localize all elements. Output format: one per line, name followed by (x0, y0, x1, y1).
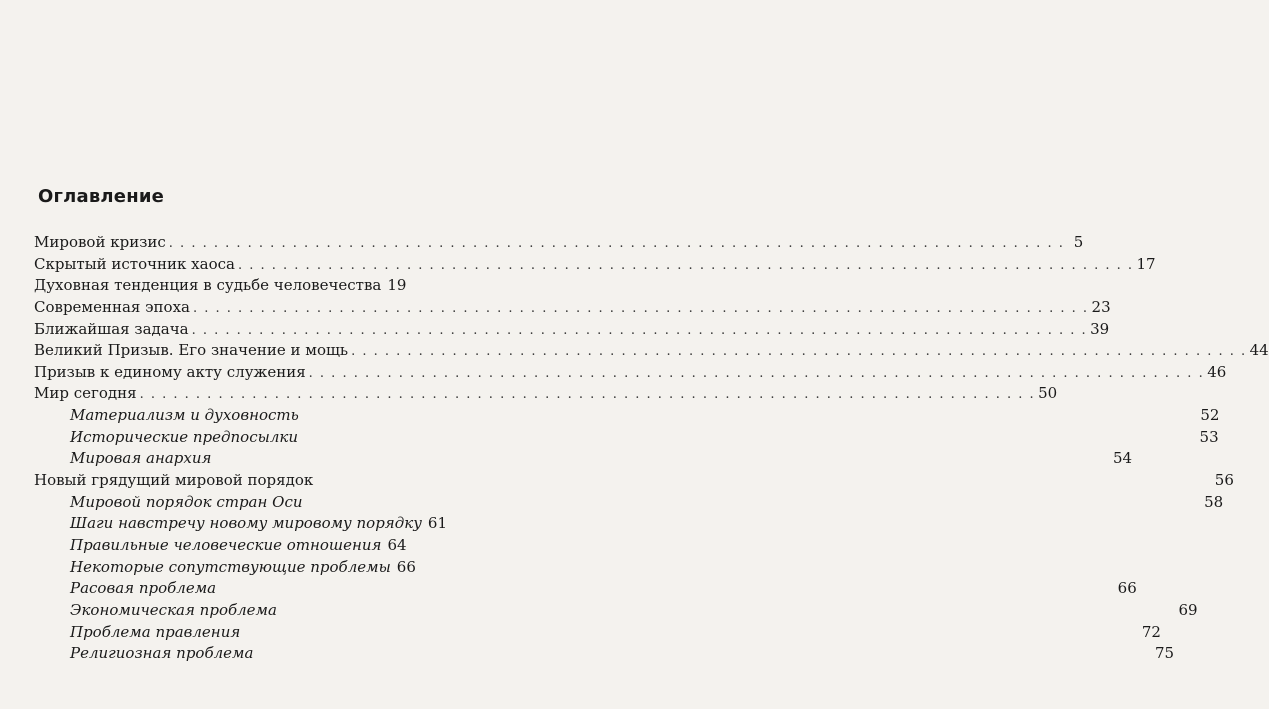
dot-leader: . . . . . . . . . . . . . . . . . . . . . . . . . . . . . . . . . . . . . . . . . . . . . . . . . . . . . . . . . . . . . . . . . . . . . . . . . . . . . . . . (351, 344, 1247, 360)
dot-leader: . . . . . . . . . . . . . . . . . . . . . . . . . . . . . . . . . . . . . . . . . . . . . . . . . . . . . . . . . . . . . . . . . . . . . . . . . . . . . . . . (168, 236, 1065, 251)
toc-entry-title: Правильные человеческие отношения (70, 535, 382, 554)
toc-entry-title: Мировой порядок стран Оси (70, 492, 303, 511)
toc-entry (34, 254, 1156, 276)
toc-entry-title: Проблема правления (70, 622, 241, 641)
toc-entry-title: Ближайшая задача (34, 319, 189, 338)
toc-page-number: 66 (396, 557, 416, 576)
toc-entry (34, 362, 1227, 384)
toc-entry-title: Мир сегодня (34, 384, 137, 403)
toc-page-number: 56 (1214, 471, 1234, 490)
toc-page-number: 54 (1113, 449, 1133, 468)
toc-subentry (34, 427, 1219, 449)
toc-entry (34, 470, 1234, 492)
toc-entry-title: Шаги навстречу новому мировому порядку (70, 514, 422, 533)
toc-entry-title: Великий Призыв. Его значение и мощь (34, 341, 349, 360)
toc-page-number: 61 (427, 514, 447, 533)
toc-subentry (34, 492, 1224, 514)
toc-page-number: 50 (1038, 384, 1058, 403)
dot-leader: . . . . . . . . . . . . . . . . . . . . . . . . . . . . . . . . . . . . . . . . . . . . . . . . . . . . . . . . . . . . . . . . . . . . . . . . . . . . . . . . (237, 257, 1134, 273)
toc-page-number: 75 (1154, 644, 1175, 663)
toc-subentry (34, 405, 1220, 427)
toc-subentry (34, 643, 1175, 665)
toc-entry-title: Современная эпоха (34, 297, 190, 316)
dot-leader: . . . . . . . . . . . . . . . . . . . . . . . . . . . . . . . . . . . . . . . . . . . . . . . . . . . . . . . . . . . . . . . . . . . . . . . . . . . . . . . . (308, 365, 1205, 381)
toc-entry-title: Религиозная проблема (70, 644, 254, 663)
toc-page-number: 23 (1091, 297, 1111, 316)
toc-page-number: 44 (1249, 341, 1269, 360)
toc-page-number: 69 (1178, 600, 1198, 619)
toc-page-number: 46 (1207, 362, 1227, 381)
toc-entry (34, 275, 406, 297)
dot-leader: . . . . . . . . . . . . . . . . . . . . . . . . . . . . . . . . . . . . . . . . . . . . . . . . . . . . . . . . . . . . . . . . . . . . . . . . . . . . . . . . (139, 387, 1036, 403)
toc-subentry (34, 600, 1198, 622)
toc-entry-title: Экономическая проблема (70, 600, 277, 619)
toc-page-number: 66 (1117, 579, 1137, 598)
toc-page-number: 72 (1141, 622, 1161, 641)
toc-entry-title: Материализм и духовность (70, 406, 299, 425)
toc-page-number: 64 (387, 535, 407, 554)
toc-entry-title: Новый грядущий мировой порядок (34, 471, 314, 490)
toc-entry (34, 340, 1269, 362)
toc-page-number: 39 (1090, 319, 1110, 338)
toc-entry-title: Духовная тенденция в судьбе человечества (34, 276, 382, 295)
toc-entry-title: Мировой кризис (34, 233, 166, 251)
toc-list (34, 232, 1269, 665)
toc-page-number: 53 (1199, 427, 1219, 446)
toc-subentry (34, 622, 1161, 644)
toc-page-number: 17 (1136, 254, 1156, 273)
toc-entry (34, 232, 1084, 254)
toc-subentry (34, 448, 1133, 470)
toc-entry (34, 383, 1058, 405)
toc-entry (34, 319, 1110, 341)
toc-entry-title: Скрытый источник хаоса (34, 254, 235, 273)
toc-subentry (34, 535, 406, 557)
toc-page-number: 52 (1200, 406, 1220, 425)
toc-heading: Оглавление (38, 186, 165, 207)
dot-leader: . . . . . . . . . . . . . . . . . . . . . . . . . . . . . . . . . . . . . . . . . . . . . . . . . . . . . . . . . . . . . . . . . . . . . . . . . . . . . . . . (192, 300, 1089, 316)
toc-entry-title: Расовая проблема (70, 579, 217, 598)
toc-entry-title: Исторические предпосылки (70, 427, 298, 446)
toc-entry-title: Некоторые сопутствующие проблемы (70, 557, 391, 576)
toc-page-number: 58 (1204, 492, 1224, 511)
toc-subentry (34, 578, 1137, 600)
toc-entry-title: Призыв к единому акту служения (34, 362, 306, 381)
toc-entry-title: Мировая анархия (70, 449, 212, 468)
dot-leader: . . . . . . . . . . . . . . . . . . . . . . . . . . . . . . . . . . . . . . . . . . . . . . . . . . . . . . . . . . . . . . . . . . . . . . . . . . . . . . . . (191, 322, 1088, 338)
toc-page-number: 19 (387, 276, 407, 295)
toc-subentry (34, 557, 416, 579)
toc-page-number: 5 (1073, 233, 1084, 251)
toc-subentry (34, 513, 447, 535)
toc-entry (34, 297, 1111, 319)
